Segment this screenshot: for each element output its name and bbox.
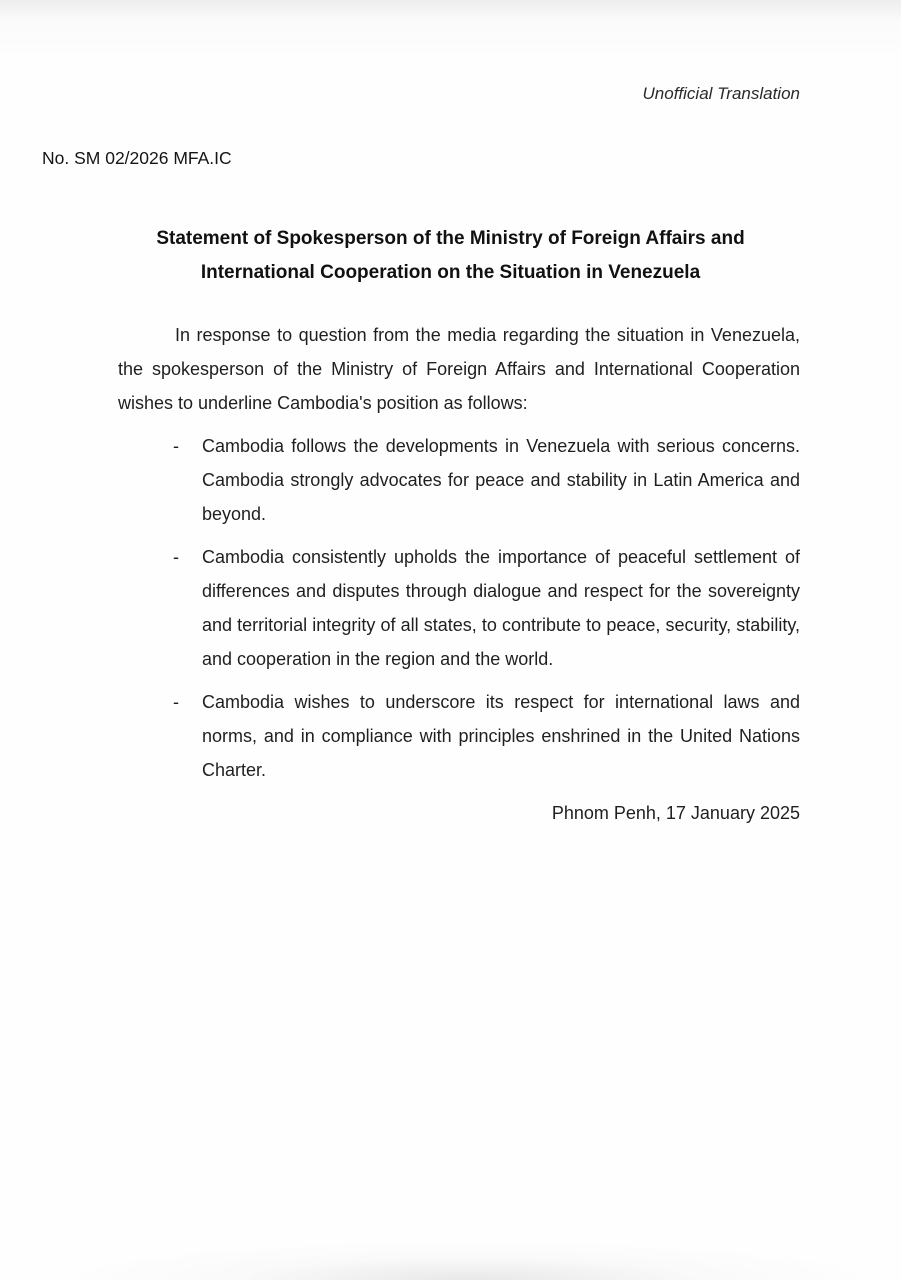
bullet-text: Cambodia follows the developments in Venezuela with serious concerns. Cambodia strongly advocates for peace and stability in Latin America and beyond.: [202, 436, 800, 524]
dash-bullet-marker: -: [173, 547, 179, 567]
statement-title-line-2: International Cooperation on the Situation in Venezuela: [200, 262, 701, 283]
statement-title: [0, 222, 901, 290]
reference-number: No. SM 02/2026 MFA.IC: [42, 148, 232, 168]
bullet-item: [118, 685, 800, 787]
dateline: Phnom Penh, 17 January 2025: [551, 803, 800, 823]
statement-title-line-1: Statement of Spokesperson of the Ministry of Foreign Affairs and: [156, 228, 745, 249]
intro-paragraph: In response to question from the media regarding the situation in Venezuela, the spokesperson of the Ministry of Foreign Affairs and International Cooperation wishes to underline Cambodia's position as follows:: [118, 325, 800, 413]
dash-bullet-marker: -: [173, 436, 179, 456]
unofficial-translation-note: Unofficial Translation: [642, 84, 800, 103]
page-bottom-shadow: [0, 1210, 901, 1280]
statement-body: [118, 318, 800, 830]
bullet-text: Cambodia wishes to underscore its respect for international laws and norms, and in compliance with principles enshrined in the United Nations Charter.: [202, 692, 800, 780]
page-top-shadow: [0, 0, 901, 60]
bullet-text: Cambodia consistently upholds the importance of peaceful settlement of differences and disputes through dialogue and respect for the sovereignty and territorial integrity of all states, to contribute to peace, security, stability, and cooperation in the region and the world.: [202, 547, 800, 669]
dash-bullet-marker: -: [173, 692, 179, 712]
bullet-item: [118, 540, 800, 676]
bullet-item: [118, 429, 800, 531]
